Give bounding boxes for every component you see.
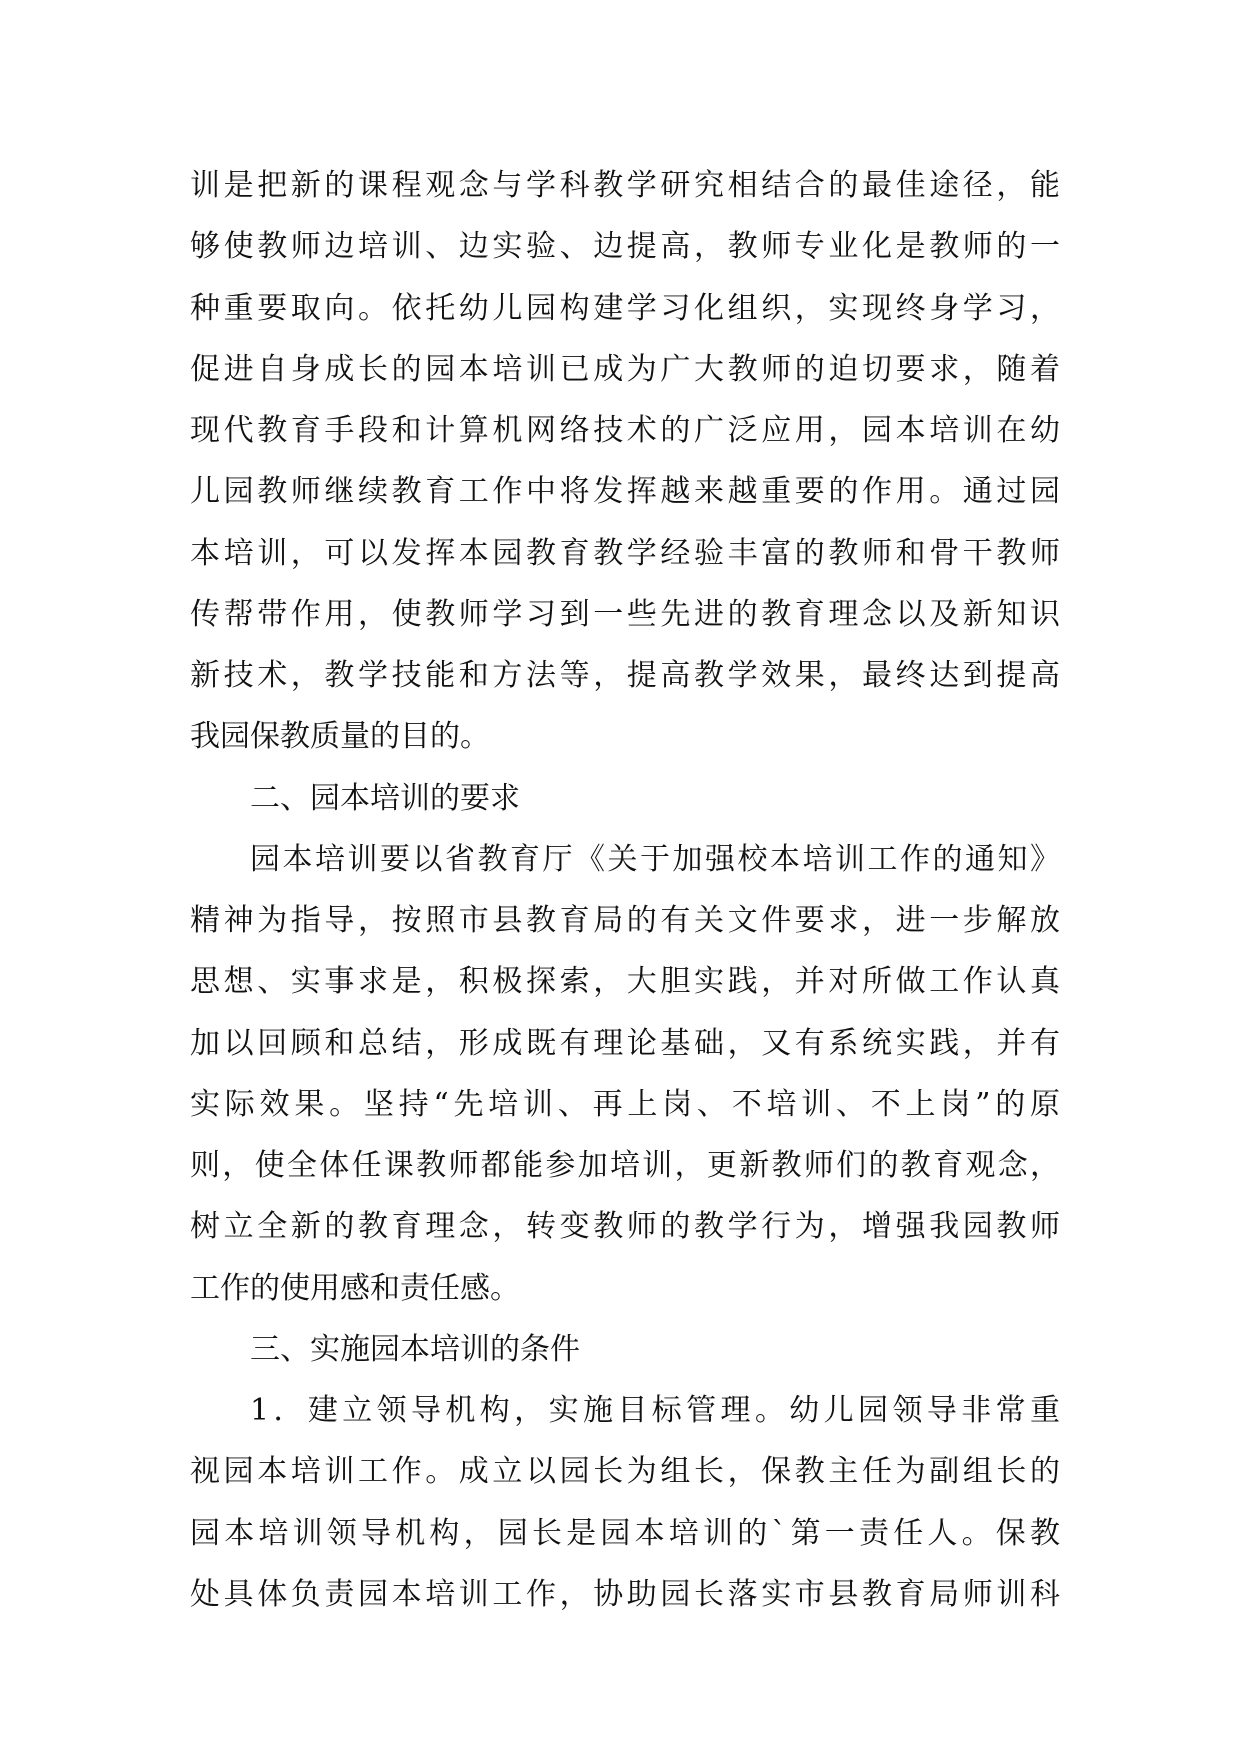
paragraph-line: 训是把新的课程观念与学科教学研究相结合的最佳途径，能 — [190, 168, 1060, 203]
document-body — [190, 155, 1060, 1625]
section-heading: 二、园本培训的要求 — [250, 780, 520, 816]
paragraph-line: 本培训，可以发挥本园教育教学经验丰富的教师和骨干教师 — [190, 535, 1060, 571]
paragraph-line: 新技术，教学技能和方法等，提高教学效果，最终达到提高 — [190, 658, 1060, 693]
section-heading: 三、实施园本培训的条件 — [250, 1331, 580, 1367]
paragraph-line: 视园本培训工作。成立以园长为组长，保教主任为副组长的 — [190, 1454, 1060, 1490]
paragraph-line: 思想、实事求是，积极探索，大胆实践，并对所做工作认真 — [190, 964, 1060, 1000]
paragraph-line: 园本培训领导机构，园长是园本培训的`第一责任人。保教 — [190, 1515, 1060, 1551]
paragraph-line: 园本培训要以省教育厅《关于加强校本培训工作的通知》 — [250, 841, 1060, 877]
paragraph-line: 我园保教质量的目的。 — [190, 719, 490, 755]
paragraph-line: 加以回顾和总结，形成既有理论基础，又有系统实践，并有 — [190, 1025, 1060, 1061]
paragraph-line: 促进自身成长的园本培训已成为广大教师的迫切要求，随着 — [190, 351, 1060, 387]
paragraph-line: 传帮带作用，使教师学习到一些先进的教育理念以及新知识 — [190, 596, 1060, 632]
paragraph-line: 现代教育手段和计算机网络技术的广泛应用，园本培训在幼 — [190, 413, 1060, 448]
paragraph-line: 实际效果。坚持“先培训、再上岗、不培训、不上岗”的原 — [190, 1086, 1060, 1122]
paragraph-line: 1．建立领导机构，实施目标管理。幼儿园领导非常重 — [250, 1393, 1060, 1428]
paragraph-line: 儿园教师继续教育工作中将发挥越来越重要的作用。通过园 — [190, 474, 1060, 510]
paragraph-line: 处具体负责园本培训工作，协助园长落实市县教育局师训科 — [190, 1576, 1060, 1612]
paragraph-line: 工作的使用感和责任感。 — [190, 1270, 520, 1306]
paragraph-line: 够使教师边培训、边实验、边提高，教师专业化是教师的一 — [190, 229, 1060, 265]
paragraph-line: 精神为指导，按照市县教育局的有关文件要求，进一步解放 — [190, 903, 1060, 938]
paragraph-line: 种重要取向。依托幼儿园构建学习化组织，实现终身学习， — [190, 290, 1060, 326]
paragraph-line: 树立全新的教育理念，转变教师的教学行为，增强我园教师 — [190, 1209, 1060, 1245]
paragraph-line: 则，使全体任课教师都能参加培训，更新教师们的教育观念， — [190, 1148, 1060, 1183]
